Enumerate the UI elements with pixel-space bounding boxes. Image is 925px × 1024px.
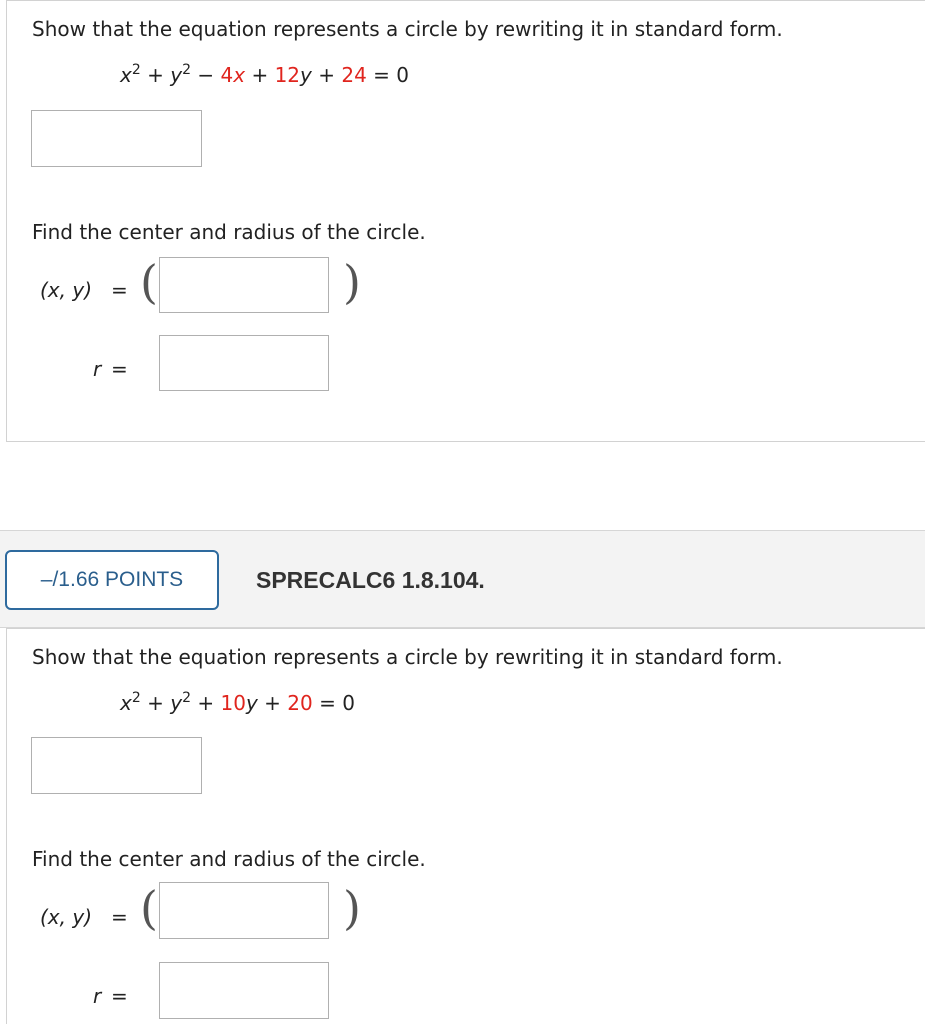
problem-id: SPRECALC6 1.8.104. <box>256 567 485 593</box>
center-equals: = <box>111 905 128 929</box>
open-paren: ( <box>140 255 158 309</box>
find-center-radius-prompt: Find the center and radius of the circle. <box>32 847 426 871</box>
find-center-radius-prompt: Find the center and radius of the circle. <box>32 220 426 244</box>
standard-form-input[interactable] <box>31 110 202 167</box>
center-label: (x, y) <box>40 278 92 302</box>
center-equals: = <box>111 278 128 302</box>
radius-input[interactable] <box>159 335 329 391</box>
close-paren: ) <box>343 255 361 309</box>
radius-label: r <box>93 984 102 1008</box>
radius-equals: = <box>111 357 128 381</box>
problem-panel-1 <box>6 0 925 442</box>
radius-equals: = <box>111 984 128 1008</box>
center-label: (x, y) <box>40 905 92 929</box>
open-paren: ( <box>140 881 158 935</box>
close-paren: ) <box>343 881 361 935</box>
center-input[interactable] <box>159 257 329 313</box>
radius-label: r <box>93 357 102 381</box>
problem-prompt: Show that the equation represents a circle by rewriting it in standard form. <box>32 17 783 41</box>
problem-prompt: Show that the equation represents a circle by rewriting it in standard form. <box>32 645 783 669</box>
equation: $x^2 + y^2 - 4x + 12y + 24 = 0$ <box>120 62 410 87</box>
center-input[interactable] <box>159 882 329 939</box>
radius-input[interactable] <box>159 962 329 1019</box>
points-badge[interactable]: –/1.66 POINTS <box>5 550 219 610</box>
equation: $x^2 + y^2 + 10y + 20 = 0$ <box>120 690 355 715</box>
standard-form-input[interactable] <box>31 737 202 794</box>
problem-header <box>0 530 925 628</box>
problem-panel-2 <box>6 628 925 1024</box>
